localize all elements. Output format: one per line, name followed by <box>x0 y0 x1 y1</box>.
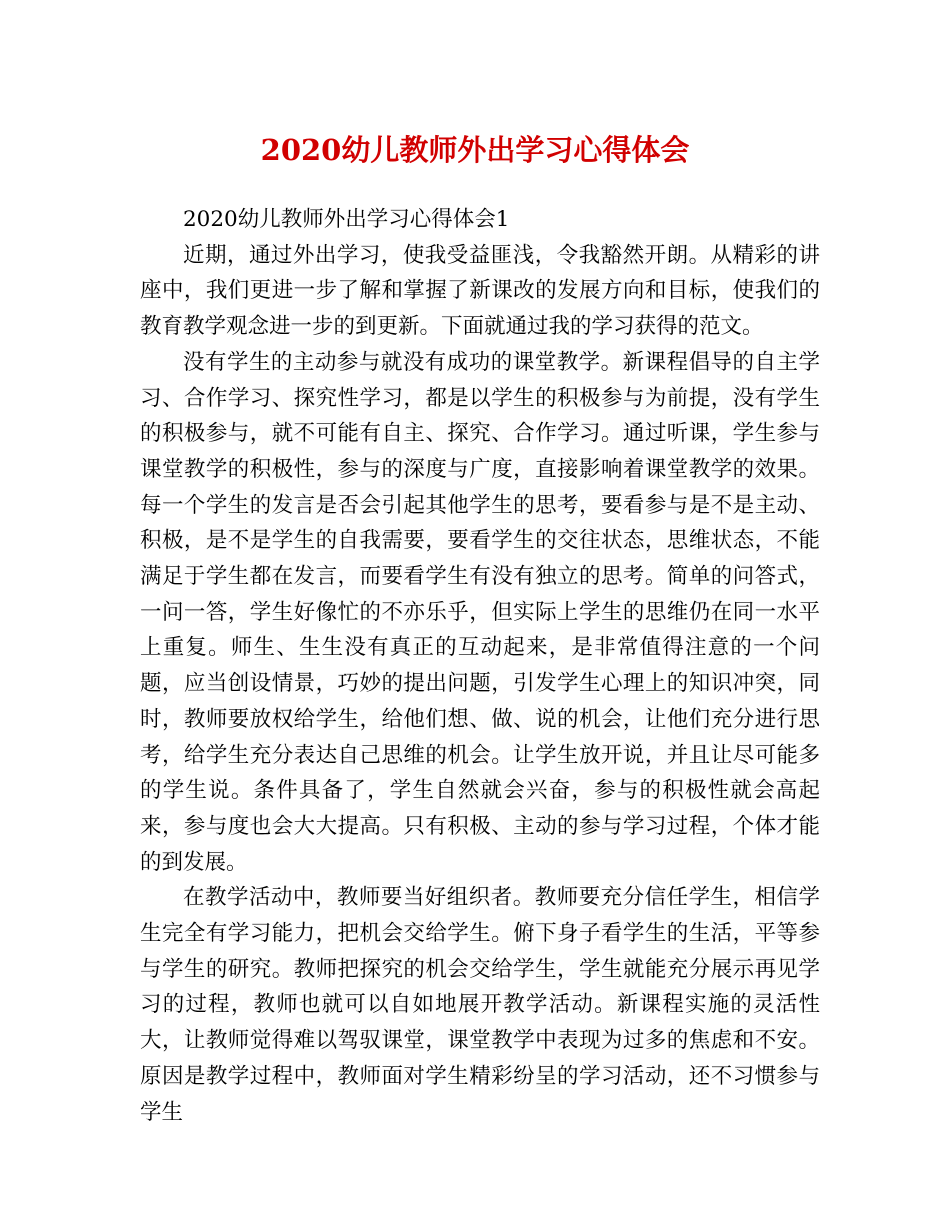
paragraph-subtitle: 2020幼儿教师外出学习心得体会1 <box>183 207 510 232</box>
paragraph: 近期，通过外出学习，使我受益匪浅，令我豁然开朗。从精彩的讲座中，我们更进一步了解和掌握了新课改的发展方向和目标，使我们的教育教学观念进一步的到更新。下面就通过我的学习获得的范文。 <box>140 242 820 340</box>
paragraph: 在教学活动中，教师要当好组织者。教师要充分信任学生，相信学生完全有学习能力，把机会交给学生。俯下身子看学生的生活，平等参与学生的研究。教师把探究的机会交给学生，学生就能充分展示再见学习的过程，教师也就可以自如地展开教学活动。新课程实施的灵活性大，让教师觉得难以驾驭课堂，课堂教学中表现为过多的焦虑和不安。原因是教学过程中，教师面对学生精彩纷呈的学习活动，还不习惯参与学生 <box>140 885 820 1125</box>
document-body <box>140 202 820 1130</box>
document-title: 2020幼儿教师外出学习心得体会 <box>260 133 690 167</box>
paragraph: 没有学生的主动参与就没有成功的课堂教学。新课程倡导的自主学习、合作学习、探究性学习，都是以学生的积极参与为前提，没有学生的积极参与，就不可能有自主、探究、合作学习。通过听课，学生参与课堂教学的积极性，参与的深度与广度，直接影响着课堂教学的效果。每一个学生的发言是否会引起其他学生的思考，要看参与是不是主动、积极，是不是学生的自我需要，要看学生的交往状态，思维状态，不能满足于学生都在发言，而要看学生有没有独立的思考。简单的问答式，一问一答，学生好像忙的不亦乐乎，但实际上学生的思维仍在同一水平上重复。师生、生生没有真正的互动起来，是非常值得注意的一个问题，应当创设情景，巧妙的提出问题，引发学生心理上的知识冲突，同时，教师要放权给学生，给他们想、做、说的机会，让他们充分进行思考，给学生充分表达自己思维的机会。让学生放开说，并且让尽可能多的学生说。条件具备了，学生自然就会兴奋，参与的积极性就会高起来，参与度也会大大提高。只有积极、主动的参与学习过程，个体才能的到发展。 <box>140 349 820 875</box>
